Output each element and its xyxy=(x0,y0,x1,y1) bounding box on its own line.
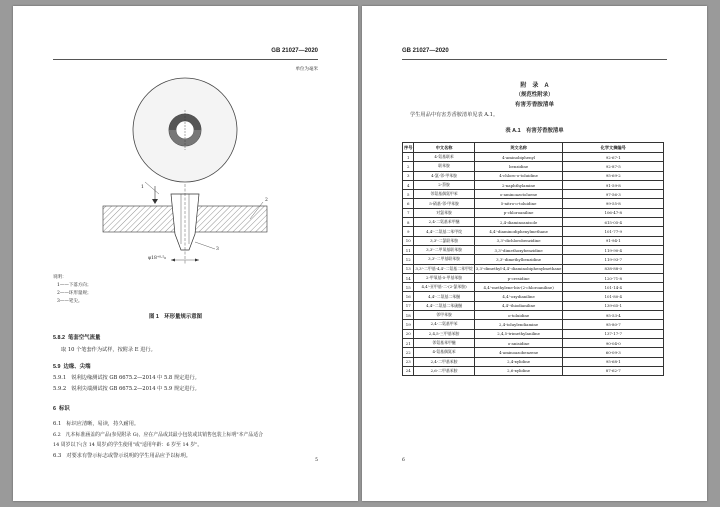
legend-title: 说明： xyxy=(53,275,67,280)
table-row xyxy=(403,301,664,310)
cas-number-cell: 95-68-1 xyxy=(563,357,664,366)
row-number-cell: 13 xyxy=(403,264,414,273)
english-name-cell: 2,4-diaminoanisole xyxy=(474,218,563,227)
table-caption: 表 A.1 有害芳香胺清单 xyxy=(505,128,564,134)
figure-caption: 图 1 环形量规示意图 xyxy=(149,314,203,320)
chinese-name-cell: 3,3'-二甲基联苯胺 xyxy=(414,255,474,264)
english-name-cell: 2,4,5-trimethylaniline xyxy=(474,329,563,338)
chinese-name-cell: 2-萘胺 xyxy=(414,180,474,189)
table-row xyxy=(403,236,664,245)
cas-number-cell: 97-56-3 xyxy=(563,190,664,199)
table-row xyxy=(403,320,664,329)
standard-number: GB 21027—2020 xyxy=(271,48,318,54)
table-row xyxy=(403,283,664,292)
chinese-name-cell: 2,4-二氨基甲苯 xyxy=(414,320,474,329)
english-name-cell: 4,4'-methylene-bis-(2-chloroaniline) xyxy=(474,283,563,292)
row-number-cell: 16 xyxy=(403,292,414,301)
row-number-cell: 4 xyxy=(403,180,414,189)
english-name-cell: 4,4'-oxydianiline xyxy=(474,292,563,301)
chinese-name-cell: 4,4'-亚甲基-二-(2-氯苯胺) xyxy=(414,283,474,292)
table-row xyxy=(403,311,664,320)
column-header: 化学文摘编号 xyxy=(563,143,664,153)
row-number-cell: 11 xyxy=(403,245,414,254)
row-number-cell: 23 xyxy=(403,357,414,366)
english-name-cell: 2-naphthylamine xyxy=(474,180,563,189)
section-number: 6 xyxy=(53,406,56,412)
cas-number-cell: 101-77-9 xyxy=(563,227,664,236)
chinese-name-cell: 邻甲苯胺 xyxy=(414,311,474,320)
paragraph: 取 10 个笔套作为试样，按附录 E 进行。 xyxy=(61,347,156,353)
table-row xyxy=(403,273,664,282)
chinese-name-cell: 4-氨基偶氮苯 xyxy=(414,348,474,357)
table-row xyxy=(403,162,664,171)
english-name-cell: 3,3'-dimethylbenzidine xyxy=(474,255,563,264)
row-number-cell: 18 xyxy=(403,311,414,320)
column-header: 中文名称 xyxy=(414,143,474,153)
paragraph: 5.9.2 锐利尖端测试按 GB 6675.2—2014 中 5.9 规定进行。 xyxy=(53,386,200,392)
chinese-name-cell: 2,4-二氨基苯甲醚 xyxy=(414,218,474,227)
english-name-cell: 4-chloro-o-toluidine xyxy=(474,171,563,180)
cas-number-cell: 101-80-4 xyxy=(563,292,664,301)
page-header xyxy=(53,48,318,60)
cas-number-cell: 106-47-8 xyxy=(563,208,664,217)
intro-paragraph: 学生用品中有害芳香胺清单见表 A.1。 xyxy=(410,112,499,118)
chinese-name-cell: 对氯苯胺 xyxy=(414,208,474,217)
chinese-name-cell: 4-氨基联苯 xyxy=(414,153,474,162)
cas-number-cell: 838-88-0 xyxy=(563,264,664,273)
cas-number-cell: 90-04-0 xyxy=(563,338,664,347)
chinese-name-cell: 邻氨基偶氮甲苯 xyxy=(414,190,474,199)
row-number-cell: 1 xyxy=(403,153,414,162)
chinese-name-cell: 2,4-二甲基苯胺 xyxy=(414,357,474,366)
cas-number-cell: 87-62-7 xyxy=(563,366,664,375)
english-name-cell: 2,4-xylidine xyxy=(474,357,563,366)
legend-item: 3——笔尖。 xyxy=(57,299,83,304)
paragraph: 14 周岁以下(含 14 周岁)的学生使用"或"适用年龄：6 岁至 14 岁"。 xyxy=(53,442,203,448)
chinese-name-cell: 2-甲氧基-5-甲基苯胺 xyxy=(414,273,474,282)
column-header: 序号 xyxy=(403,143,414,153)
chinese-name-cell: 3,3'-二甲氧基联苯胺 xyxy=(414,245,474,254)
table-row xyxy=(403,199,664,208)
legend-item: 1——下落方向； xyxy=(57,283,92,288)
section-number: 5.8.2 xyxy=(53,335,65,341)
row-number-cell: 14 xyxy=(403,273,414,282)
annex-title: 附 录 A xyxy=(520,83,549,89)
english-name-cell: 4,4'-diaminodiphenylmethane xyxy=(474,227,563,236)
cas-number-cell: 137-17-7 xyxy=(563,329,664,338)
cas-number-cell: 119-93-7 xyxy=(563,255,664,264)
english-name-cell: 2,6-xylidine xyxy=(474,366,563,375)
column-header: 英文名称 xyxy=(474,143,563,153)
row-number-cell: 17 xyxy=(403,301,414,310)
english-name-cell: p-cresidine xyxy=(474,273,563,282)
table-row xyxy=(403,190,664,199)
cas-number-cell: 92-67-1 xyxy=(563,153,664,162)
row-number-cell: 6 xyxy=(403,199,414,208)
table-row xyxy=(403,292,664,301)
table-row xyxy=(403,357,664,366)
callout-3: 3 xyxy=(216,247,219,252)
row-number-cell: 12 xyxy=(403,255,414,264)
dimension-label: φ18⁺⁰·⁵₀ xyxy=(148,256,167,261)
table-row xyxy=(403,329,664,338)
chinese-name-cell: 5-硝基-邻-甲苯胺 xyxy=(414,199,474,208)
english-name-cell: 3,3'-dimethyl-4,4'-diaminobiphenylmethane xyxy=(474,264,563,273)
cas-number-cell: 95-80-7 xyxy=(563,320,664,329)
cas-number-cell: 92-87-5 xyxy=(563,162,664,171)
table-header-row xyxy=(403,143,664,153)
row-number-cell: 7 xyxy=(403,208,414,217)
page-number: 6 xyxy=(402,458,405,463)
row-number-cell: 15 xyxy=(403,283,414,292)
cas-number-cell: 95-53-4 xyxy=(563,311,664,320)
cas-number-cell: 95-69-2 xyxy=(563,171,664,180)
document-page-right xyxy=(362,6,707,501)
row-number-cell: 5 xyxy=(403,190,414,199)
cas-number-cell: 615-05-4 xyxy=(563,218,664,227)
table-row xyxy=(403,348,664,357)
section-number: 5.9 xyxy=(53,364,61,370)
row-number-cell: 22 xyxy=(403,348,414,357)
ring-gauge-figure xyxy=(85,74,285,269)
row-number-cell: 10 xyxy=(403,236,414,245)
chinese-name-cell: 2,6-二甲基苯胺 xyxy=(414,366,474,375)
chinese-name-cell: 4-氯-邻-甲苯胺 xyxy=(414,171,474,180)
page-header xyxy=(402,48,667,60)
aromatic-amine-table xyxy=(402,142,664,376)
table-row xyxy=(403,208,664,217)
callout-1: 1 xyxy=(141,185,144,190)
table-row xyxy=(403,227,664,236)
section-title: 边缘、尖端 xyxy=(63,364,91,370)
row-number-cell: 2 xyxy=(403,162,414,171)
paragraph: 6.3 对要求有警示标志或警示说明的学生用品应予以标明。 xyxy=(53,453,191,459)
cas-number-cell: 99-55-8 xyxy=(563,199,664,208)
cas-number-cell: 101-14-4 xyxy=(563,283,664,292)
page-number: 5 xyxy=(315,458,318,463)
section-heading xyxy=(53,362,90,370)
english-name-cell: 3,3'-dichlorobenzidine xyxy=(474,236,563,245)
row-number-cell: 24 xyxy=(403,366,414,375)
english-name-cell: 2,4-toluylendiamine xyxy=(474,320,563,329)
standard-number: GB 21027—2020 xyxy=(402,48,449,54)
section-title: 笔套空气流量 xyxy=(68,335,101,341)
chinese-name-cell: 2,4,5-三甲基苯胺 xyxy=(414,329,474,338)
chinese-name-cell: 邻氨基苯甲醚 xyxy=(414,338,474,347)
legend-item: 2——环形量规； xyxy=(57,291,92,296)
row-number-cell: 21 xyxy=(403,338,414,347)
table-row xyxy=(403,264,664,273)
table-row xyxy=(403,218,664,227)
callout-2: 2 xyxy=(265,198,268,203)
unit-note: 单位为毫米 xyxy=(295,67,318,72)
chinese-name-cell: 4,4'-二氨基二苯醚 xyxy=(414,292,474,301)
english-name-cell: o-anisidine xyxy=(474,338,563,347)
english-name-cell: 4,4'-thiodianiline xyxy=(474,301,563,310)
table-row xyxy=(403,255,664,264)
row-number-cell: 3 xyxy=(403,171,414,180)
cas-number-cell: 91-59-8 xyxy=(563,180,664,189)
section-heading xyxy=(53,404,70,412)
english-name-cell: 4-aminoazobenzene xyxy=(474,348,563,357)
table-row xyxy=(403,153,664,162)
cas-number-cell: 119-90-4 xyxy=(563,245,664,254)
paragraph: 5.9.1 锐利边缘测试按 GB 6675.2—2014 中 5.8 规定进行。 xyxy=(53,375,200,381)
section-title: 标识 xyxy=(59,406,70,412)
document-page-left xyxy=(13,6,358,501)
row-number-cell: 8 xyxy=(403,218,414,227)
english-name-cell: 5-nitro-o-toluidine xyxy=(474,199,563,208)
chinese-name-cell: 4,4'-二氨基二苯甲烷 xyxy=(414,227,474,236)
english-name-cell: 4-aminobiphenyl xyxy=(474,153,563,162)
english-name-cell: o-toluidine xyxy=(474,311,563,320)
table-row xyxy=(403,171,664,180)
cas-number-cell: 139-65-1 xyxy=(563,301,664,310)
english-name-cell: p-chloroaniline xyxy=(474,208,563,217)
section-heading xyxy=(53,333,100,341)
chinese-name-cell: 3,3'-二氯联苯胺 xyxy=(414,236,474,245)
table-row xyxy=(403,338,664,347)
annex-name: 有害芳香胺清单 xyxy=(514,102,555,108)
english-name-cell: 3,3'-dimethoxybenzidine xyxy=(474,245,563,254)
cas-number-cell: 120-71-8 xyxy=(563,273,664,282)
chinese-name-cell: 联苯胺 xyxy=(414,162,474,171)
table-row xyxy=(403,180,664,189)
english-name-cell: o-aminoazotoluene xyxy=(474,190,563,199)
cas-number-cell: 60-09-3 xyxy=(563,348,664,357)
cas-number-cell: 91-94-1 xyxy=(563,236,664,245)
table-row xyxy=(403,245,664,254)
row-number-cell: 9 xyxy=(403,227,414,236)
paragraph: 6.2 凡本标准涵盖的产品(参见附录 G)，应在产品或其最小包装或其销售包装上标明"本产品适合 xyxy=(53,432,264,438)
table-row xyxy=(403,366,664,375)
english-name-cell: benzidine xyxy=(474,162,563,171)
chinese-name-cell: 3,3'-二甲基-4,4'-二氨基二苯甲烷 xyxy=(414,264,474,273)
annex-type: （规范性附录） xyxy=(515,92,554,98)
paragraph: 6.1 标识应清晰，易读，持久耐用。 xyxy=(53,421,140,427)
row-number-cell: 20 xyxy=(403,329,414,338)
chinese-name-cell: 4,4'-二氨基二苯硫醚 xyxy=(414,301,474,310)
row-number-cell: 19 xyxy=(403,320,414,329)
